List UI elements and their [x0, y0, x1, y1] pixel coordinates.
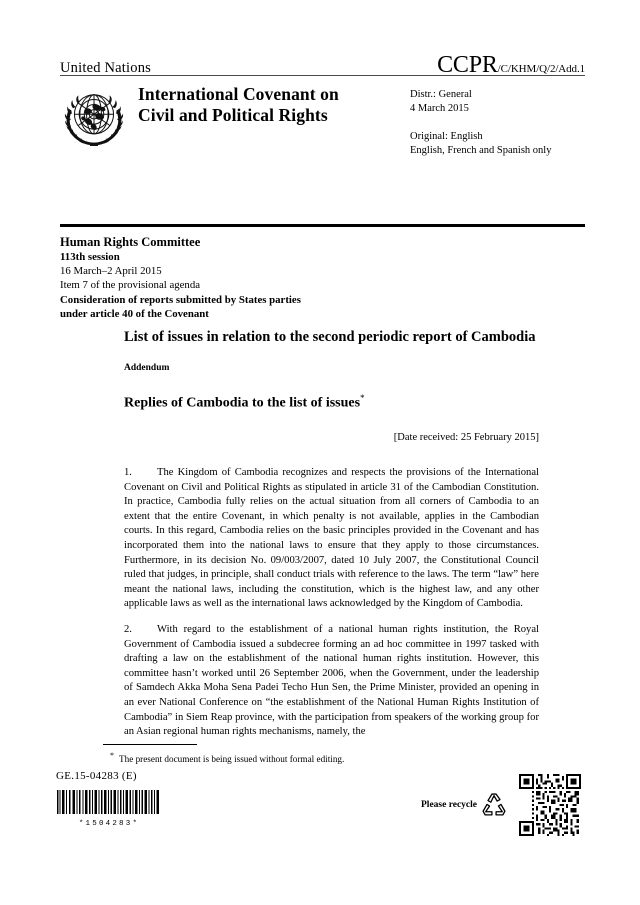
- consideration-line-1: Consideration of reports submitted by States parties: [60, 293, 301, 306]
- committee-divider: [60, 224, 585, 227]
- recycle-icon: [481, 792, 507, 818]
- barcode-digits: *1504283*: [78, 820, 140, 828]
- footnote-separator: [103, 744, 197, 745]
- paragraph-text: The Kingdom of Cambodia recognizes and respects the provisions of the International Covenant on Civil and Political Rights as stipulated in article 31 of the Cambodian Constitution. In practice, Cambodia fully relies on the actual situation from all corners of Cambodia to an extent that the entire Covenant, in which penalty is not available, applies in the Cambodian courts. In this regard, Cambodia relies on the basic principles provided in the Covenant and has incorporated them into the national laws to ensure that they apply to those circumstances. Furthermore, in its decision No. 09/003/2007, dated 10 July 2007, the Constitutional Council ruled that judges, in principle, shall conduct trials with reference to the laws. The term “law” here meant the national laws, including the constitution, which is the highest law, and any other applicable laws as well as the international laws acknowledged by the Kingdom of Cambodia.: [124, 467, 539, 610]
- un-emblem-cell: [60, 84, 134, 158]
- addendum-label: Addendum: [124, 363, 170, 373]
- covenant-title: [134, 84, 410, 158]
- barcode-bars: [56, 790, 162, 814]
- recycle-notice: [421, 792, 507, 818]
- date-received: [Date received: 25 February 2015]: [393, 431, 539, 443]
- distribution-info: [410, 84, 585, 158]
- replies-title-text: Replies of Cambodia to the list of issues: [124, 395, 361, 411]
- consideration-line-2: under article 40 of the Covenant: [60, 307, 209, 320]
- committee-name: Human Rights Committee: [60, 235, 201, 249]
- organization-name: United Nations: [60, 60, 151, 76]
- committee-session: 113th session: [60, 251, 120, 263]
- replies-title: [124, 393, 539, 412]
- covenant-title-line-1: International Covenant on: [138, 84, 339, 104]
- masthead-body: [60, 84, 585, 158]
- masthead-top-row: [60, 52, 585, 78]
- document-symbol: [437, 52, 585, 79]
- masthead: [60, 52, 585, 158]
- footnote-text: The present document is being issued without formal editing.: [119, 754, 345, 765]
- document-symbol-suffix: /C/KHM/Q/2/Add.1: [497, 63, 585, 75]
- paragraph: [124, 623, 539, 740]
- committee-dates: 16 March–2 April 2015: [60, 265, 162, 278]
- distribution-spacer: [410, 116, 585, 130]
- page-title: List of issues in relation to the second periodic report of Cambodia: [124, 329, 536, 345]
- paragraph-text: With regard to the establishment of a national human rights institution, the Royal Government of Cambodia issued a subdecree forming an ad hoc committee in 1997 tasked with drafting a law on the establishment of the national human rights institution. However, this committee hasn’t worked until 26 September 2006, when the Government, under the leadership of Samdech Akka Moha Sena Padei Techo Hun Sen, the Prime Minister, provided an opening in an ever National Conference on “the establishment of the National Human Rights Institution of Cambodia” in Siem Reap province, with the participation from speakers of the working group for an Asian regional human rights mechanisms, namely, the: [124, 623, 539, 738]
- paragraph: [124, 466, 539, 612]
- distribution-date: 4 March 2015: [410, 103, 469, 114]
- covenant-title-line-2: Civil and Political Rights: [138, 105, 328, 125]
- un-emblem: [60, 86, 128, 148]
- footnote: [110, 750, 530, 765]
- title-block: [124, 328, 539, 443]
- body-text: [124, 466, 539, 751]
- available-languages: English, French and Spanish only: [410, 145, 552, 156]
- barcode: [56, 790, 162, 828]
- footnote-mark: *: [110, 751, 114, 760]
- paragraph-number: 1.: [124, 467, 132, 478]
- footnote-marker: *: [360, 393, 365, 403]
- paragraph-number: 2.: [124, 623, 132, 635]
- recycle-label: Please recycle: [421, 800, 477, 810]
- qr-code: [519, 774, 581, 836]
- distribution-type: Distr.: General: [410, 89, 472, 100]
- agenda-item: Item 7 of the provisional agenda: [60, 279, 201, 292]
- original-language: Original: English: [410, 131, 483, 142]
- document-symbol-main: CCPR: [437, 52, 498, 78]
- job-number: GE.15-04283 (E): [56, 770, 137, 782]
- committee-block: [60, 234, 585, 321]
